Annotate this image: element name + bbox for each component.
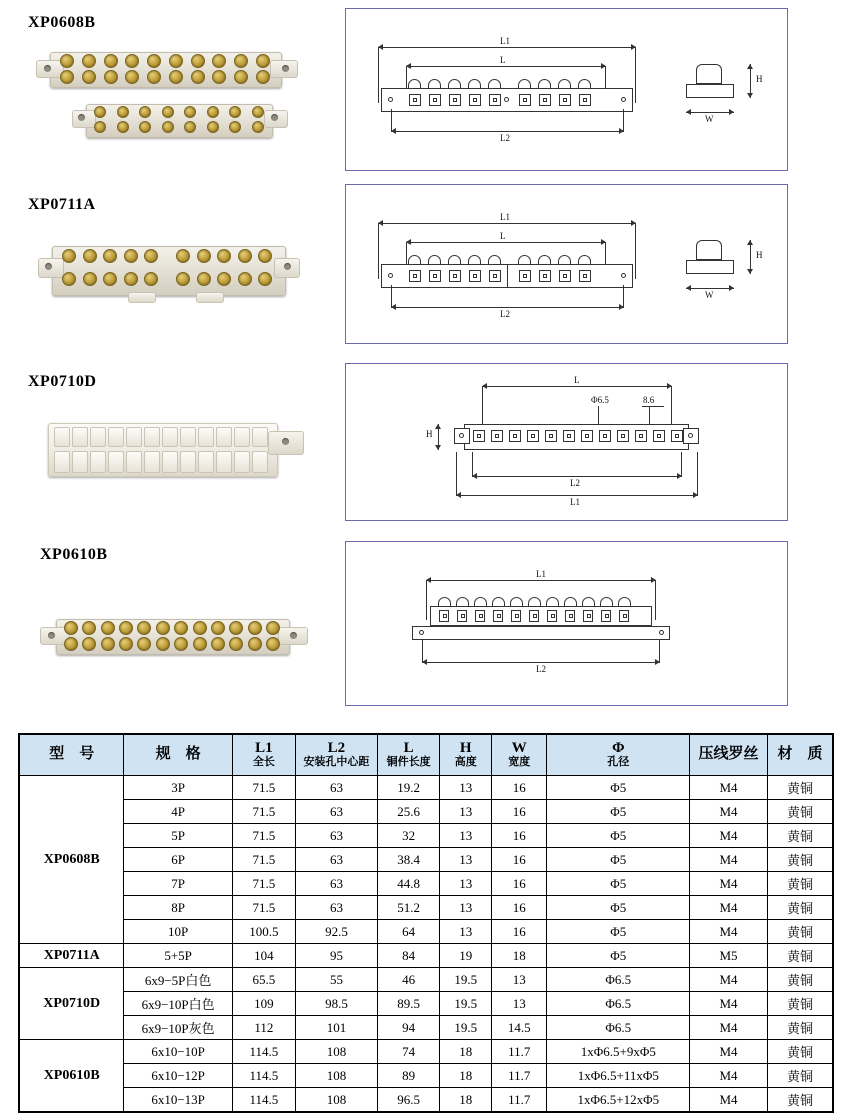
cell-l1: 104: [232, 944, 295, 968]
cell-material: 黄铜: [767, 968, 833, 992]
cell-screw: M4: [690, 920, 768, 944]
cell-screw: M4: [690, 872, 768, 896]
cell-spec: 3P: [124, 776, 232, 800]
cell-l2: 101: [296, 1016, 378, 1040]
cell-material: 黄铜: [767, 872, 833, 896]
cell-l: 84: [377, 944, 439, 968]
th-screw: 压线罗丝: [690, 734, 768, 776]
th-phi: Φ 孔径: [547, 734, 690, 776]
product-section-2: [0, 180, 850, 355]
spec-table-wrap: [18, 733, 834, 1113]
cell-phi: 1xΦ6.5+11xΦ5: [547, 1064, 690, 1088]
cell-material: 黄铜: [767, 776, 833, 800]
cell-l1: 109: [232, 992, 295, 1016]
screw-row-bottom: [64, 637, 280, 651]
cell-w: 13: [492, 992, 547, 1016]
dim-H: H: [756, 250, 763, 260]
table-row: [19, 992, 833, 1016]
product-section-3: [0, 355, 850, 535]
foot-left: [128, 292, 156, 303]
cell-w: 13: [492, 968, 547, 992]
cell-material: 黄铜: [767, 848, 833, 872]
cell-phi: Φ5: [547, 800, 690, 824]
drawing-panel-1: [345, 8, 788, 171]
cell-screw: M4: [690, 968, 768, 992]
cell-l: 46: [377, 968, 439, 992]
cell-l2: 92.5: [296, 920, 378, 944]
cell-screw: M4: [690, 800, 768, 824]
cell-w: 18: [492, 944, 547, 968]
mounting-hole-left-2: [78, 114, 85, 121]
cell-h: 13: [440, 920, 492, 944]
table-row: [19, 944, 833, 968]
cell-l: 38.4: [377, 848, 439, 872]
cell-phi: Φ5: [547, 872, 690, 896]
terminal-top-row: [54, 427, 268, 447]
cell-model: XP0610B: [19, 1040, 124, 1113]
cell-l: 96.5: [377, 1088, 439, 1113]
cell-h: 13: [440, 824, 492, 848]
cell-h: 18: [440, 1064, 492, 1088]
cell-spec: 7P: [124, 872, 232, 896]
cell-spec: 6x10−13P: [124, 1088, 232, 1113]
cell-screw: M4: [690, 776, 768, 800]
table-row: [19, 824, 833, 848]
screw-row-bottom: [60, 70, 270, 84]
cell-material: 黄铜: [767, 1016, 833, 1040]
cell-l2: 63: [296, 848, 378, 872]
table-row: [19, 920, 833, 944]
cell-phi: Φ6.5: [547, 992, 690, 1016]
cell-material: 黄铜: [767, 824, 833, 848]
table-row: [19, 848, 833, 872]
cell-w: 16: [492, 920, 547, 944]
cell-w: 11.7: [492, 1040, 547, 1064]
cell-w: 16: [492, 896, 547, 920]
cell-phi: Φ5: [547, 824, 690, 848]
cell-phi: Φ6.5: [547, 1016, 690, 1040]
cell-spec: 4P: [124, 800, 232, 824]
cell-l2: 63: [296, 800, 378, 824]
product-photo-1: [28, 44, 318, 164]
th-material: 材 质: [767, 734, 833, 776]
cell-l1: 112: [232, 1016, 295, 1040]
product-title-1: XP0608B: [28, 14, 96, 31]
cell-material: 黄铜: [767, 896, 833, 920]
cell-material: 黄铜: [767, 1040, 833, 1064]
cell-l2: 108: [296, 1088, 378, 1113]
cell-phi: 1xΦ6.5+12xΦ5: [547, 1088, 690, 1113]
cell-spec: 6x9−10P灰色: [124, 1016, 232, 1040]
cell-phi: Φ5: [547, 944, 690, 968]
drawing-panel-4: [345, 541, 788, 706]
cell-screw: M4: [690, 896, 768, 920]
cell-l1: 65.5: [232, 968, 295, 992]
cell-spec: 8P: [124, 896, 232, 920]
mounting-hole-right: [282, 438, 289, 445]
th-model: 型 号: [19, 734, 124, 776]
cell-l: 74: [377, 1040, 439, 1064]
cell-l: 32: [377, 824, 439, 848]
cell-spec: 6P: [124, 848, 232, 872]
th-l2: L2 安装孔中心距: [296, 734, 378, 776]
cell-l2: 108: [296, 1064, 378, 1088]
dim-L2: L2: [570, 478, 580, 488]
mounting-hole-right: [284, 263, 291, 270]
dim-L: L: [500, 55, 506, 65]
dim-W: W: [705, 290, 714, 300]
mounting-hole-right-2: [271, 114, 278, 121]
dim-H: H: [426, 429, 433, 439]
cell-screw: M4: [690, 1088, 768, 1113]
cell-phi: Φ5: [547, 920, 690, 944]
dim-L: L: [574, 375, 580, 385]
cell-material: 黄铜: [767, 920, 833, 944]
cell-material: 黄铜: [767, 992, 833, 1016]
table-row: [19, 1088, 833, 1113]
dim-W: W: [705, 114, 714, 124]
cell-l2: 98.5: [296, 992, 378, 1016]
cell-l2: 63: [296, 896, 378, 920]
screw-row-top-2: [94, 106, 264, 118]
cell-spec: 6x10−12P: [124, 1064, 232, 1088]
cell-w: 16: [492, 824, 547, 848]
th-l1: L1 全长: [232, 734, 295, 776]
cell-w: 16: [492, 776, 547, 800]
cell-screw: M4: [690, 1016, 768, 1040]
table-row: [19, 1016, 833, 1040]
dim-86: 8.6: [643, 395, 655, 405]
cell-screw: M4: [690, 1040, 768, 1064]
dim-L1: L1: [536, 569, 546, 579]
cell-phi: 1xΦ6.5+9xΦ5: [547, 1040, 690, 1064]
cell-l2: 63: [296, 872, 378, 896]
cell-l1: 71.5: [232, 848, 295, 872]
table-row: [19, 872, 833, 896]
cell-screw: M5: [690, 944, 768, 968]
cell-model: XP0710D: [19, 968, 124, 1040]
cell-h: 13: [440, 776, 492, 800]
cell-material: 黄铜: [767, 800, 833, 824]
dim-L1: L1: [500, 212, 510, 222]
cell-l1: 71.5: [232, 800, 295, 824]
table-row: [19, 968, 833, 992]
table-row: [19, 800, 833, 824]
dim-L: L: [500, 231, 506, 241]
dim-L2: L2: [536, 664, 546, 674]
table-row: [19, 776, 833, 800]
cell-h: 19: [440, 944, 492, 968]
header-row: [19, 734, 833, 776]
cell-l: 94: [377, 1016, 439, 1040]
product-section-1: [0, 0, 850, 180]
product-section-4: [0, 535, 850, 725]
cell-l1: 71.5: [232, 896, 295, 920]
cell-spec: 6x9−10P白色: [124, 992, 232, 1016]
cell-h: 13: [440, 800, 492, 824]
product-photo-3: [28, 413, 318, 523]
dim-L1: L1: [500, 36, 510, 46]
cell-l1: 71.5: [232, 776, 295, 800]
cell-l1: 71.5: [232, 872, 295, 896]
table-row: [19, 896, 833, 920]
cell-l1: 114.5: [232, 1088, 295, 1113]
cell-spec: 6x9−5P白色: [124, 968, 232, 992]
dim-hole-dia: Φ6.5: [591, 395, 609, 405]
cell-phi: Φ5: [547, 896, 690, 920]
cell-h: 13: [440, 896, 492, 920]
cell-material: 黄铜: [767, 1064, 833, 1088]
cell-material: 黄铜: [767, 1088, 833, 1113]
product-photo-4: [28, 585, 318, 695]
cell-l1: 100.5: [232, 920, 295, 944]
drawing-panel-3: [345, 363, 788, 521]
cell-h: 18: [440, 1088, 492, 1113]
cell-l2: 63: [296, 824, 378, 848]
drawing-panel-2: [345, 184, 788, 344]
cell-l: 89.5: [377, 992, 439, 1016]
cell-screw: M4: [690, 1064, 768, 1088]
cell-h: 19.5: [440, 1016, 492, 1040]
screw-row-left-bottom: [62, 272, 158, 286]
th-h: H 高度: [440, 734, 492, 776]
mounting-hole-left: [48, 632, 55, 639]
cell-l: 51.2: [377, 896, 439, 920]
cell-l2: 63: [296, 776, 378, 800]
mounting-hole-left: [44, 65, 51, 72]
mounting-hole-right: [282, 65, 289, 72]
cell-l: 89: [377, 1064, 439, 1088]
cell-w: 16: [492, 800, 547, 824]
screw-row-top: [60, 54, 270, 68]
screw-row-bottom-2: [94, 121, 264, 133]
cell-l: 19.2: [377, 776, 439, 800]
cell-w: 14.5: [492, 1016, 547, 1040]
cell-phi: Φ5: [547, 848, 690, 872]
spec-table-head: [19, 734, 833, 776]
dim-L2: L2: [500, 309, 510, 319]
cell-model: XP0711A: [19, 944, 124, 968]
cell-w: 11.7: [492, 1064, 547, 1088]
cell-l2: 108: [296, 1040, 378, 1064]
dim-H: H: [756, 74, 763, 84]
cell-l2: 95: [296, 944, 378, 968]
cell-spec: 5P: [124, 824, 232, 848]
cell-l: 64: [377, 920, 439, 944]
cell-l1: 114.5: [232, 1064, 295, 1088]
th-spec: 规 格: [124, 734, 232, 776]
spec-table: [18, 733, 834, 1113]
cell-h: 18: [440, 1040, 492, 1064]
mounting-hole-right: [290, 632, 297, 639]
product-photo-2: [28, 228, 318, 338]
cell-l1: 71.5: [232, 824, 295, 848]
table-row: [19, 1040, 833, 1064]
cell-l: 44.8: [377, 872, 439, 896]
th-l: L 铜件长度: [377, 734, 439, 776]
screw-row-left-top: [62, 249, 158, 263]
cell-l1: 114.5: [232, 1040, 295, 1064]
cell-phi: Φ5: [547, 776, 690, 800]
product-title-3: XP0710D: [28, 373, 97, 390]
cell-screw: M4: [690, 848, 768, 872]
mounting-hole-left: [45, 263, 52, 270]
cell-model: XP0608B: [19, 776, 124, 944]
cell-spec: 5+5P: [124, 944, 232, 968]
cell-h: 13: [440, 872, 492, 896]
cell-spec: 6x10−10P: [124, 1040, 232, 1064]
spec-table-body: [19, 776, 833, 1113]
cell-w: 11.7: [492, 1088, 547, 1113]
cell-h: 13: [440, 848, 492, 872]
cell-l2: 55: [296, 968, 378, 992]
product-title-2: XP0711A: [28, 196, 96, 213]
cell-phi: Φ6.5: [547, 968, 690, 992]
cell-spec: 10P: [124, 920, 232, 944]
screw-row-top: [64, 621, 280, 635]
cell-w: 16: [492, 848, 547, 872]
cell-h: 19.5: [440, 992, 492, 1016]
screw-row-right-bottom: [176, 272, 272, 286]
cell-h: 19.5: [440, 968, 492, 992]
cell-screw: M4: [690, 824, 768, 848]
foot-right: [196, 292, 224, 303]
screw-row-right-top: [176, 249, 272, 263]
table-row: [19, 1064, 833, 1088]
cell-l: 25.6: [377, 800, 439, 824]
cell-w: 16: [492, 872, 547, 896]
dim-L2: L2: [500, 133, 510, 143]
th-w: W 宽度: [492, 734, 547, 776]
terminal-bottom-row: [54, 451, 268, 473]
dim-L1: L1: [570, 497, 580, 507]
product-title-4: XP0610B: [40, 546, 108, 563]
cell-screw: M4: [690, 992, 768, 1016]
cell-material: 黄铜: [767, 944, 833, 968]
